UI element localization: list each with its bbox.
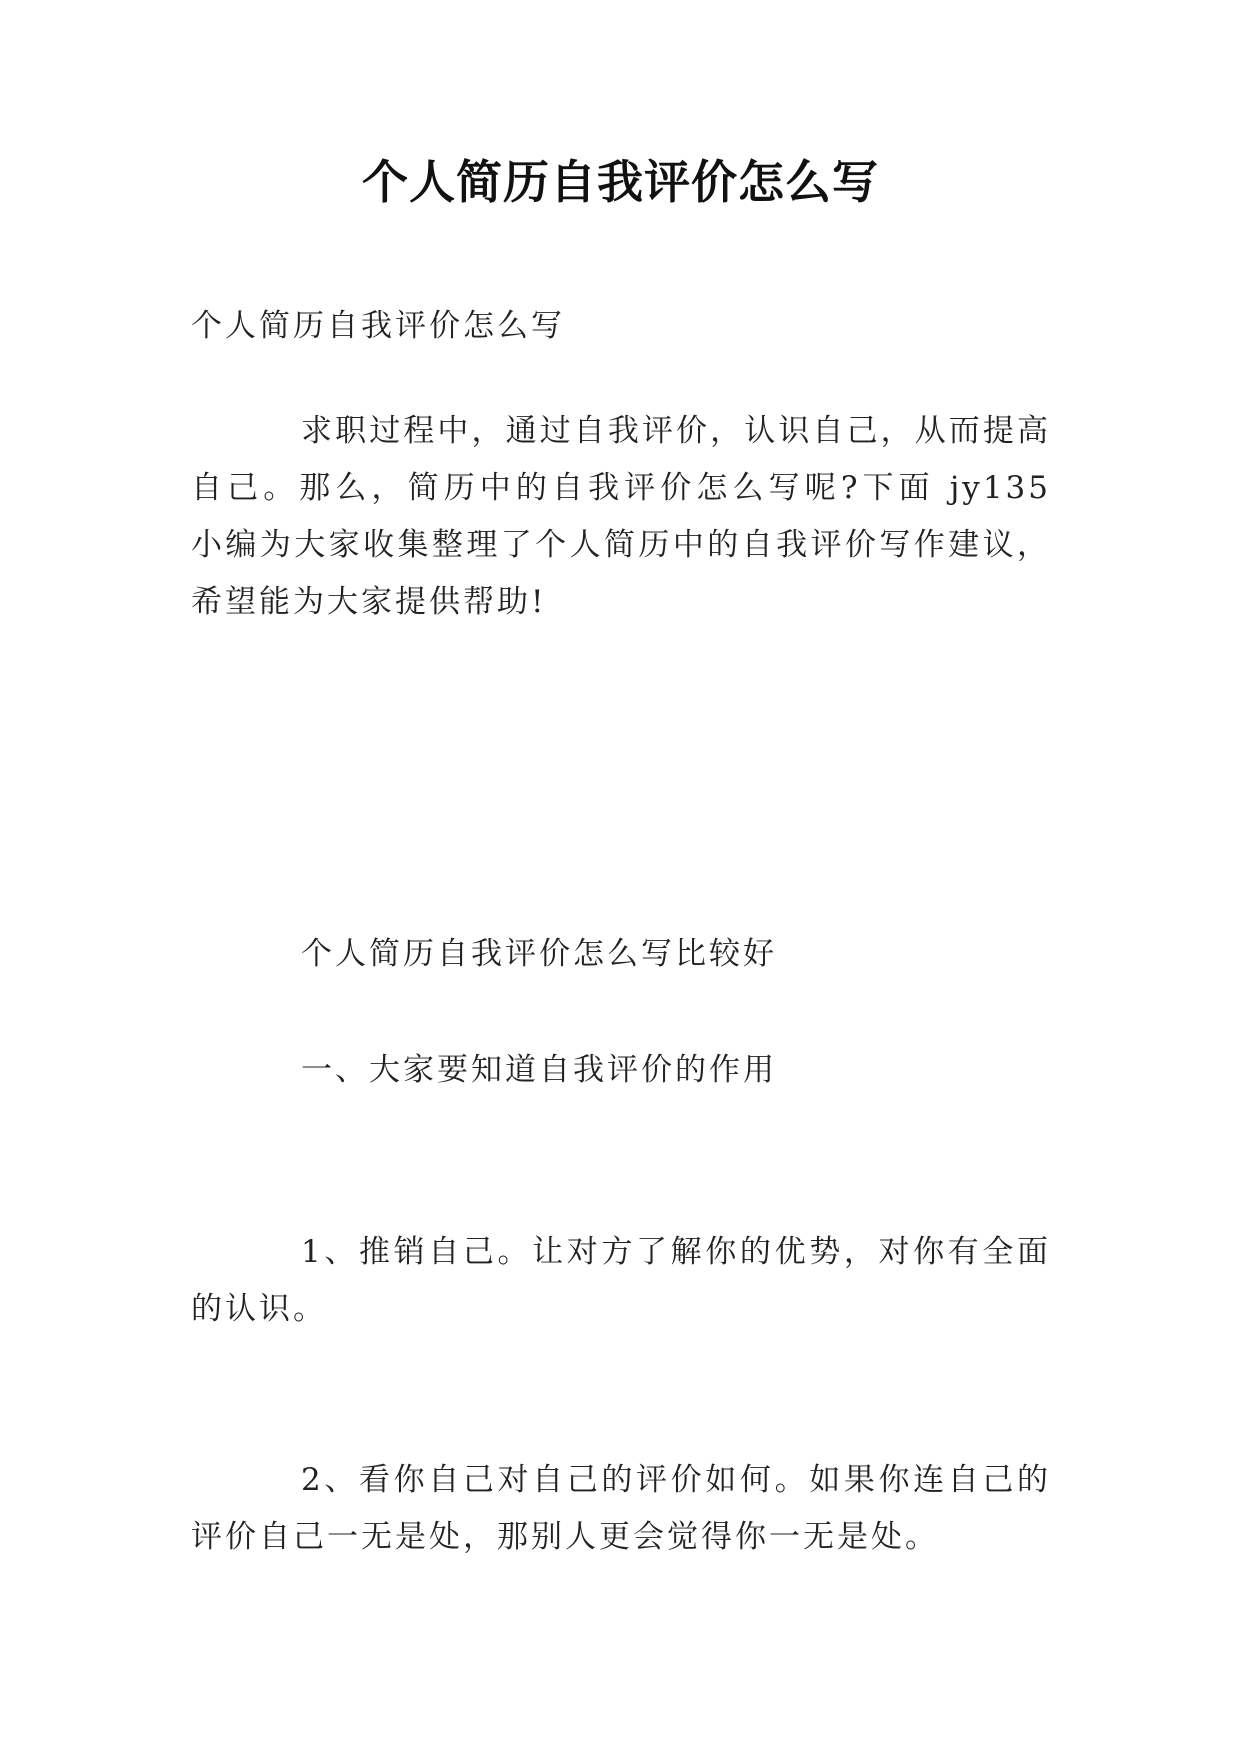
document-title: 个人简历自我评价怎么写 [362,155,879,209]
point-2-paragraph: 2、看你自己对自己的评价如何。如果你连自己的评价自己一无是处，那别人更会觉得你一无是处。 [191,1462,1051,1555]
point-1-paragraph: 1、推销自己。让对方了解你的优势，对你有全面的认识。 [191,1234,1051,1327]
document-subtitle: 个人简历自我评价怎么写 [191,308,565,344]
subsection-heading: 一、大家要知道自我评价的作用 [301,1052,777,1088]
section-heading: 个人简历自我评价怎么写比较好 [301,936,777,972]
intro-paragraph: 求职过程中，通过自我评价，认识自己，从而提高自己。那么，简历中的自我评价怎么写呢?下面 jy135 小编为大家收集整理了个人简历中的自我评价写作建议，希望能为大家提供帮助! [191,413,1051,620]
